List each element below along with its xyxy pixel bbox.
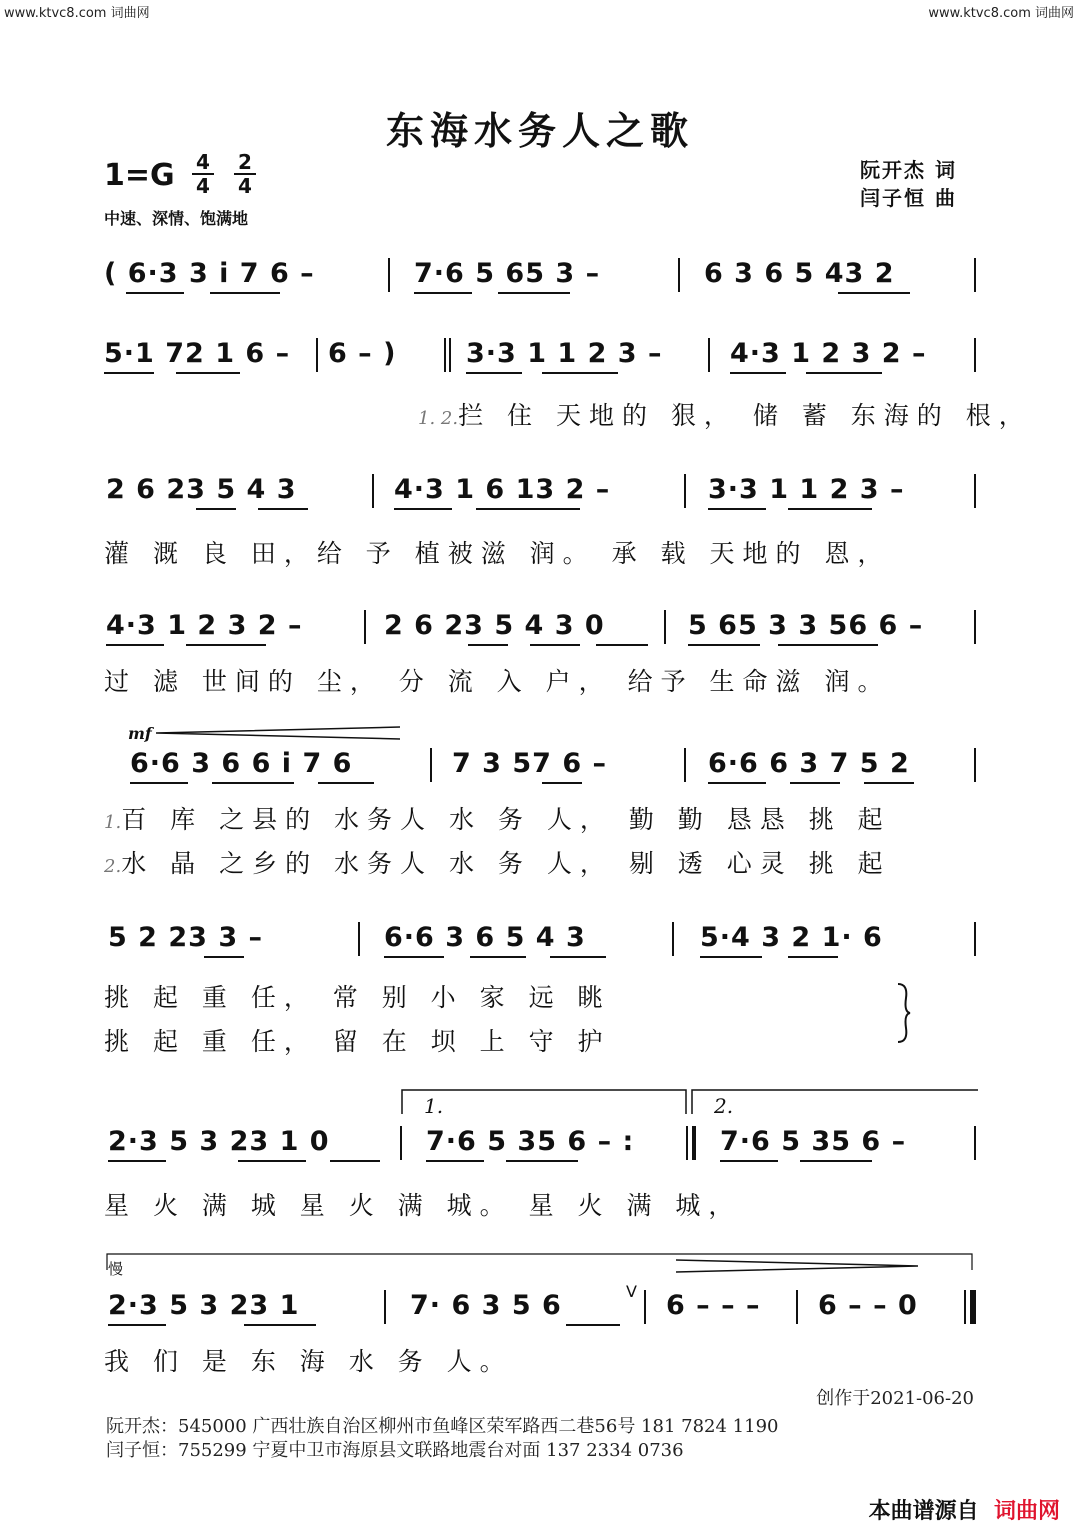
beam (468, 644, 508, 646)
barline (400, 1126, 402, 1160)
beam (108, 1324, 166, 1326)
beam (426, 1160, 484, 1162)
crescendo-hairpin (156, 726, 402, 740)
beam (384, 956, 444, 958)
dynamic-mf: mf (128, 724, 152, 743)
volta-brackets (400, 1088, 980, 1116)
notes-row2-bar3: 3·3 1 1 2 3 – (466, 338, 663, 369)
final-barline-thick (970, 1290, 976, 1324)
notes-row3-bar2: 4·3 1 6 13 2 – (394, 474, 611, 505)
beam (126, 292, 184, 294)
time-signature-2: 2 4 (234, 152, 256, 196)
barline (449, 338, 451, 372)
final-barline-thin (964, 1290, 966, 1324)
notes-row8-bar4: 6 – – 0 (818, 1290, 918, 1321)
verse-number: 1. (104, 812, 122, 833)
beam (838, 292, 910, 294)
barline (974, 474, 976, 508)
barline (796, 1290, 798, 1324)
beam (542, 372, 618, 374)
time-signature-1: 4 4 (192, 152, 214, 196)
barline (384, 1290, 386, 1324)
lyrics-row4: 过 滤 世间的 尘， 分 流 入 户， 给予 生命滋 润。 (104, 667, 891, 696)
breath-mark: V (626, 1282, 637, 1301)
watermark-left: www.ktvc8.com 词曲网 (4, 6, 150, 21)
barline (444, 338, 446, 372)
lyrics-row8: 我 们 是 东 海 水 务 人。 (104, 1347, 513, 1376)
beam (790, 782, 840, 784)
beam (566, 1324, 620, 1326)
beam (186, 644, 266, 646)
lyrics-row6-verse2: 挑 起 重 任， 留 在 坝 上 守 护 (104, 1027, 611, 1056)
barline (974, 258, 976, 292)
lyric-text: 拦 住 天地的 狠， 储 蓄 东海的 根， (458, 401, 1032, 430)
beam (414, 292, 472, 294)
barline (974, 338, 976, 372)
notes-row6-bar2: 6·6 3 6 5 4 3 (384, 922, 586, 953)
barline (708, 338, 710, 372)
beam (212, 782, 294, 784)
notes-row7-bar1: 2·3 5 3 23 1 0 (108, 1126, 330, 1157)
lyrics-row5-verse2 (104, 844, 891, 880)
beam (106, 644, 164, 646)
barline (684, 748, 686, 782)
barline (974, 748, 976, 782)
beam (530, 644, 580, 646)
notes-row3-bar1: 2 6 23 5 4 3 (106, 474, 297, 505)
notes-row1-bar3: 6 3 6 5 43 2 (704, 258, 895, 289)
key-signature: 1=G (104, 158, 175, 193)
notes-row3-bar3: 3·3 1 1 2 3 – (708, 474, 905, 505)
beam (864, 782, 914, 784)
beam (708, 508, 766, 510)
notes-row1-bar2: 7·6 5 65 3 – (414, 258, 601, 289)
lyrics-row6-verse1: 挑 起 重 任， 常 别 小 家 远 眺 (104, 983, 611, 1012)
beam (204, 956, 244, 958)
verse-number: 1. 2. (418, 408, 459, 429)
barline (974, 922, 976, 956)
tempo-marking: 中速、深情、饱满地 (104, 209, 249, 228)
beam (176, 372, 240, 374)
barline (672, 922, 674, 956)
song-title: 东海水务人之歌 (385, 108, 694, 153)
beam (596, 644, 648, 646)
beam (788, 508, 872, 510)
barline (974, 610, 976, 644)
beam (708, 782, 766, 784)
notes-row8-bar3: 6 – – – (666, 1290, 761, 1321)
beam (130, 782, 188, 784)
beam (108, 1160, 166, 1162)
beam (470, 956, 526, 958)
beam (806, 372, 882, 374)
source-footer (869, 1494, 1060, 1525)
lyrics-row2 (418, 396, 1032, 432)
notes-row2-bar1: 5·1 72 1 6 – (104, 338, 291, 369)
repeat-barline (692, 1126, 696, 1160)
barline (372, 474, 374, 508)
beam (394, 508, 452, 510)
tempo-slow: 慢 (108, 1260, 124, 1278)
barline (364, 610, 366, 644)
barline (974, 1126, 976, 1160)
notes-row4-bar2: 2 6 23 5 4 3 0 (384, 610, 605, 641)
barline (684, 474, 686, 508)
beam (210, 292, 280, 294)
volta-2: 2. (714, 1094, 734, 1118)
source-site-link[interactable]: 词曲网 (993, 1499, 1060, 1524)
notes-row5-bar1: 6·6 3 6 6 i 7 6 (130, 748, 353, 779)
beam (330, 1160, 380, 1162)
beam (550, 956, 606, 958)
beam (476, 508, 580, 510)
notes-row2-bar2: 6 – ) (328, 338, 397, 369)
creation-date: 创作于2021-06-20 (816, 1388, 974, 1409)
beam (720, 1160, 778, 1162)
contact-composer: 闫子恒：755299 宁夏中卫市海原县文联路地震台对面 137 2334 0736 (106, 1440, 684, 1461)
lyrics-row3: 灌 溉 良 田，给 予 植被滋 润。 承 载 天地的 恩， (104, 539, 891, 568)
notes-row4-bar1: 4·3 1 2 3 2 – (106, 610, 303, 641)
volta-1: 1. (424, 1094, 444, 1118)
source-prefix: 本曲谱源自 (868, 1499, 979, 1524)
lyrics-row7: 星 火 满 城 星 火 满 城。 星 火 满 城， (104, 1191, 742, 1220)
barline (316, 338, 318, 372)
notes-row8-bar1: 2·3 5 3 23 1 (108, 1290, 300, 1321)
barline (358, 922, 360, 956)
beam (466, 372, 522, 374)
notes-row8-bar2: 7· 6 3 5 6 (410, 1290, 562, 1321)
lyric-text: 水 晶 之乡的 水务人 水 务 人， 剔 透 心灵 挑 起 (121, 849, 891, 878)
notes-row2-bar4: 4·3 1 2 3 2 – (730, 338, 927, 369)
notes-row7-bar3: 7·6 5 35 6 – (720, 1126, 907, 1157)
beam (104, 372, 154, 374)
notes-row5-bar2: 7 3 57 6 – (452, 748, 608, 779)
notes-row6-bar1: 5 2 23 3 – (108, 922, 264, 953)
beam (318, 782, 374, 784)
beam (506, 1160, 578, 1162)
beam (196, 508, 236, 510)
beam (238, 1160, 306, 1162)
brace (896, 982, 912, 1044)
beam (788, 956, 838, 958)
beam (700, 956, 762, 958)
barline (678, 258, 680, 292)
contact-lyricist: 阮开杰：545000 广西壮族自治区柳州市鱼峰区荣军路西二巷56号 181 7824 1190 (106, 1416, 779, 1437)
barline (686, 1126, 688, 1160)
notes-row4-bar3: 5 65 3 3 56 6 – (688, 610, 924, 641)
diminuendo-hairpin (676, 1258, 920, 1274)
lyricist-credit: 阮开杰 词 (860, 158, 957, 182)
notes-row1-bar1: ( 6·3 3 i 7 6 – (104, 258, 315, 289)
beam (778, 644, 878, 646)
beam (258, 508, 308, 510)
beam (498, 292, 570, 294)
composer-credit: 闫子恒 曲 (860, 186, 957, 210)
verse-number: 2. (104, 856, 122, 877)
beam (244, 1324, 316, 1326)
beam (730, 372, 786, 374)
watermark-right: www.ktvc8.com 词曲网 (928, 6, 1074, 21)
lyric-text: 百 库 之县的 水务人 水 务 人， 勤 勤 恳恳 挑 起 (121, 805, 891, 834)
notes-row6-bar3: 5·4 3 2 1· 6 (700, 922, 883, 953)
barline (430, 748, 432, 782)
lyrics-row5-verse1 (104, 800, 891, 836)
notes-row7-bar2: 7·6 5 35 6 – : (426, 1126, 635, 1157)
barline (388, 258, 390, 292)
beam (800, 1160, 872, 1162)
notes-row5-bar3: 6·6 6 3 7 5 2 (708, 748, 910, 779)
beam (542, 782, 582, 784)
beam (688, 644, 760, 646)
barline (644, 1290, 646, 1324)
barline (664, 610, 666, 644)
